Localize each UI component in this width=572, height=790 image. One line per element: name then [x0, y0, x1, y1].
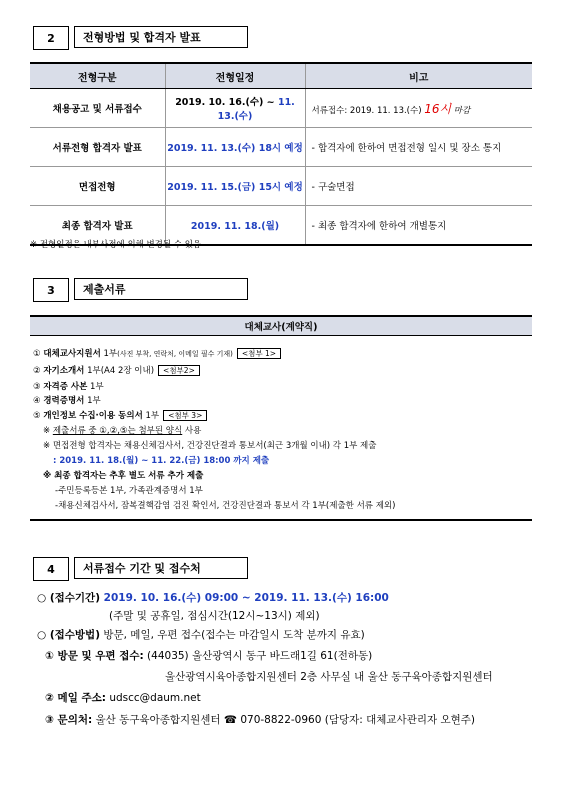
table-cell: 채용공고 및 서류접수	[30, 89, 165, 128]
item-name: 자기소개서	[43, 366, 85, 376]
attachment-tag: <첨부 3>	[163, 410, 207, 421]
item-number: ③	[33, 382, 41, 392]
table-cell: 최종 합격자 발표	[30, 206, 165, 246]
mail-label: ② 메일 주소:	[45, 692, 106, 704]
item-name: 자격증 사본	[43, 382, 88, 392]
attachment-tag: <첨부 1>	[237, 348, 281, 359]
attachment-tag: <첨부2>	[158, 365, 200, 376]
section4-title: 서류접수 기간 및 접수처	[74, 557, 248, 579]
contact-label: ③ 문의처:	[45, 714, 93, 726]
table-cell	[305, 89, 532, 128]
method-value: 방문, 메일, 우편 접수(접수는 마감일시 도착 분까지 유효)	[100, 629, 365, 641]
section2-heading	[33, 26, 248, 50]
table-cell: 면접전형	[30, 167, 165, 206]
note-text: 사용	[182, 426, 202, 436]
item-name: 경력증명서	[43, 396, 85, 406]
table-cell: - 최종 합격자에 한하여 개별통지	[305, 206, 532, 246]
item-name: 대체교사지원서	[43, 349, 101, 359]
table-row	[30, 167, 532, 206]
table-cell: 2019. 11. 18.(월)	[165, 206, 305, 246]
contact-value: 울산 동구육아종합지원센터 ☎ 070-8822-0960 (담당자: 대체교사관리자 오현주)	[92, 714, 475, 726]
visit-address-line2: 울산광역시육아종합지원센터 2층 사무실 내 울산 동구육아종합지원센터	[165, 671, 493, 683]
item-qty: 1부	[100, 349, 118, 359]
item-qty: 1부	[84, 396, 101, 406]
schedule-footnote: ※ 전형일정은 내부사정에 의해 변경될 수 있음	[30, 240, 202, 250]
contact-line	[45, 712, 475, 727]
note-line: -주민등록등본 1부, 가족관계증명서 1부	[55, 486, 203, 496]
item-number: ⑤	[33, 411, 41, 421]
note-emphasis: 제출서류 중 ①,②,⑤는 첨부된 양식	[52, 426, 183, 436]
divider	[30, 519, 532, 521]
section3-heading	[33, 278, 248, 302]
item-qty: 1부	[84, 366, 101, 376]
visit-line	[45, 648, 372, 663]
section3-title: 제출서류	[74, 278, 248, 300]
list-item	[33, 394, 101, 406]
visit-address: (44035) 울산광역시 동구 바드래1길 61(전하동)	[143, 650, 373, 662]
note-line: -채용신체검사서, 잠복결핵감염 검진 확인서, 건강진단결과 통보서 각 1부(제출한 서류 제외)	[55, 501, 396, 511]
note-line: ※ 최종 합격자는 추후 별도 서류 추가 제출	[43, 471, 204, 481]
documents-list	[33, 345, 533, 515]
item-number: ④	[33, 396, 41, 406]
table-cell: 서류전형 합격자 발표	[30, 128, 165, 167]
table-cell: - 합격자에 한하여 면접전형 일시 및 장소 통지	[305, 128, 532, 167]
table-cell: - 구술면접	[305, 167, 532, 206]
mail-address: udscc@daum.net	[105, 692, 201, 704]
period-value: 2019. 10. 16.(수) 09:00 ~ 2019. 11. 13.(수) 16:00	[103, 592, 389, 604]
table-header-row	[30, 63, 532, 89]
table-header: 전형일정	[165, 63, 305, 89]
note-text: 마감	[451, 105, 471, 116]
visit-label: ① 방문 및 우편 접수:	[45, 650, 144, 662]
mail-line	[45, 690, 201, 705]
schedule-table	[30, 62, 532, 246]
period-note: (주말 및 공휴일, 점심시간(12시~13시) 제외)	[109, 610, 320, 622]
method-label: ○ (접수방법)	[37, 629, 100, 641]
item-qty: 1부	[87, 382, 104, 392]
item-number: ①	[33, 349, 41, 359]
item-number: ②	[33, 366, 41, 376]
note-line: ※ 면접전형 합격자는 채용신체검사서, 건강진단결과 통보서(최근 3개월 이내) 각 1부 제출	[43, 441, 377, 451]
table-cell: 2019. 11. 15.(금) 15시 예정	[165, 167, 305, 206]
schedule-start: 2019. 10. 16.(수) ~	[175, 97, 278, 108]
list-item	[33, 364, 200, 376]
list-item	[33, 409, 207, 421]
period-line	[37, 590, 389, 605]
item-name: 개인정보 수집·이용 동의서	[43, 411, 143, 421]
list-item	[33, 347, 281, 359]
note-date: : 2019. 11. 18.(월) ~ 11. 22.(금) 18:00 까지 제출	[53, 456, 270, 466]
note-line	[43, 424, 201, 436]
table-cell: 2019. 11. 13.(수) 18시 예정	[165, 128, 305, 167]
deadline-time: 16시	[424, 101, 452, 116]
table-row	[30, 128, 532, 167]
table-header: 비고	[305, 63, 532, 89]
table-row	[30, 89, 532, 128]
section2-number: 2	[33, 26, 69, 50]
schedule-end: 11. 13.(수)	[217, 97, 295, 122]
table-cell	[165, 89, 305, 128]
period-label: ○ (접수기간)	[37, 592, 104, 604]
documents-subheader: 대체교사(계약직)	[30, 315, 532, 336]
item-qty: 1부	[142, 411, 160, 421]
list-item	[33, 380, 104, 392]
section2-title: 전형방법 및 합격자 발표	[74, 26, 248, 48]
note-marker: ※	[43, 426, 53, 436]
section4-heading	[33, 557, 248, 581]
method-line	[37, 627, 365, 642]
table-header: 전형구분	[30, 63, 165, 89]
section4-number: 4	[33, 557, 69, 581]
item-detail: (사진 부착, 연락처, 이메일 필수 기재)	[117, 350, 233, 358]
note-text: 서류접수: 2019. 11. 13.(수)	[311, 105, 425, 116]
section3-number: 3	[33, 278, 69, 302]
item-detail: (A4 2장 이내)	[100, 366, 155, 376]
